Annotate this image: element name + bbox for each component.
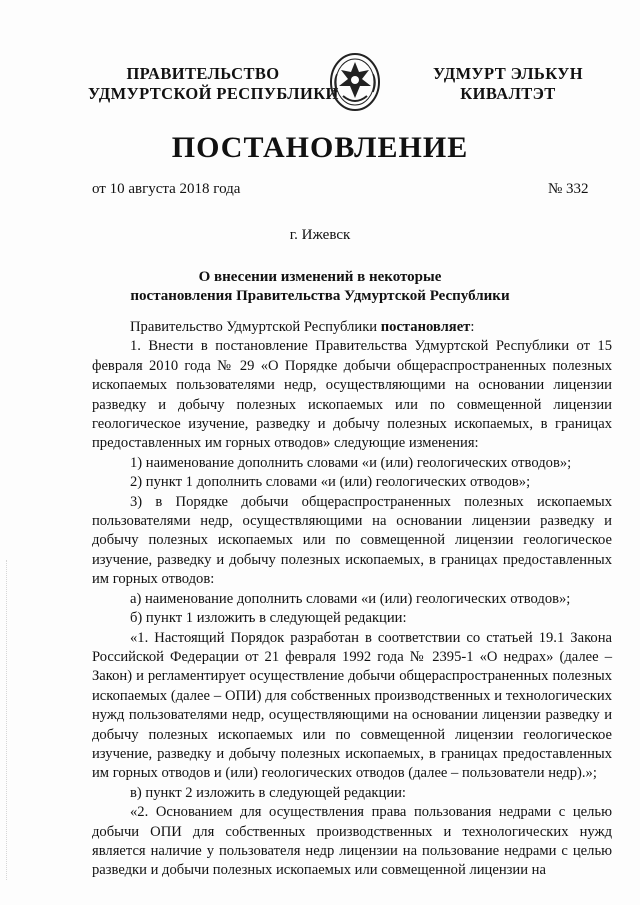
document-number: № 332	[548, 181, 589, 197]
header-left-line2: УДМУРТСКОЙ РЕСПУБЛИКИ	[88, 84, 339, 103]
paragraph-subitem-b: б) пункт 1 изложить в следующей редакции:	[130, 610, 407, 627]
scan-margin-marks	[6, 560, 9, 880]
document-city: г. Ижевск	[289, 227, 351, 243]
document-date: от 10 августа 2018 года	[92, 181, 241, 197]
document-body	[92, 318, 612, 881]
intro-text: Правительство Удмуртской Республики	[130, 319, 381, 335]
paragraph-quoted-1: «1. Настоящий Порядок разработан в соответствии со статьей 19.1 Закона Российской Федерации от 21 февраля 1992 года № 2395-1 «О недрах» (далее – Закон) и регламентирует осуществление добычи общераспространенных полезных ископаемых (далее – ОПИ) для собственных производственных и технологических нужд пользователями недр, осуществляющими на основании лицензии разведку и добычу полезных ископаемых или по совмещенной лицензии геологическое изучение, разведку и добычу полезных ископаемых, в границах предоставленных им горных отводов и (или) геологических отводов (далее – пользователи недр).»;	[92, 629, 612, 782]
intro-paragraph	[92, 318, 612, 337]
header-right-line1: УДМУРТ ЭЛЬКУН	[432, 64, 584, 83]
intro-colon: :	[470, 319, 475, 335]
paragraph-quoted-2: «2. Основанием для осуществления права пользования недрами с целью добычи ОПИ для собственных производственных и технологических нужд является наличие у пользователя недр лицензии на пользование недрами с целью разведки и добычи полезных ископаемых или совмещенной лицензии на	[92, 804, 612, 879]
subject-line2: постановления Правительства Удмуртской Республики	[130, 288, 510, 304]
paragraph-1: 1. Внести в постановление Правительства Удмуртской Республики от 15 февраля 2010 года № 29 «О Порядке добычи общераспространенных полезных ископаемых пользователями недр, осуществляющими на основании лицензии разведку и добычу полезных ископаемых или по совмещенной лицензии геологическое изучение, разведку и добычу полезных ископаемых, в границах предоставленных им горных отводов» следующие изменения:	[92, 338, 612, 452]
header-left-block	[88, 64, 339, 104]
document-title: ПОСТАНОВЛЕНИЕ	[171, 131, 469, 164]
paragraph-subitem-a: а) наименование дополнить словами «и (или) геологических отводов»;	[130, 590, 571, 607]
intro-keyword: постановляет	[380, 319, 471, 335]
document-subject	[0, 268, 640, 306]
header-right-block	[428, 64, 588, 104]
subject-line1: О внесении изменений в некоторые	[198, 269, 442, 285]
header-right-line2: КИВАЛТЭТ	[460, 84, 556, 103]
paragraph-item-2: 2) пункт 1 дополнить словами «и (или) геологических отводов»;	[130, 474, 531, 491]
header-left-line1: ПРАВИТЕЛЬСТВО	[126, 64, 280, 83]
paragraph-item-3: 3) в Порядке добычи общераспространенных полезных ископаемых пользователями недр, осуществляющими на основании лицензии разведку и добычу полезных ископаемых или по совмещенной лицензии геологическое изучение, разведку и добычу полезных ископаемых, в границах предоставленных им горных отводов:	[92, 493, 612, 588]
udmurt-coat-of-arms-icon	[329, 52, 381, 112]
paragraph-item-1: 1) наименование дополнить словами «и (или) геологических отводов»;	[130, 454, 572, 471]
paragraph-subitem-v: в) пункт 2 изложить в следующей редакции:	[130, 784, 406, 801]
